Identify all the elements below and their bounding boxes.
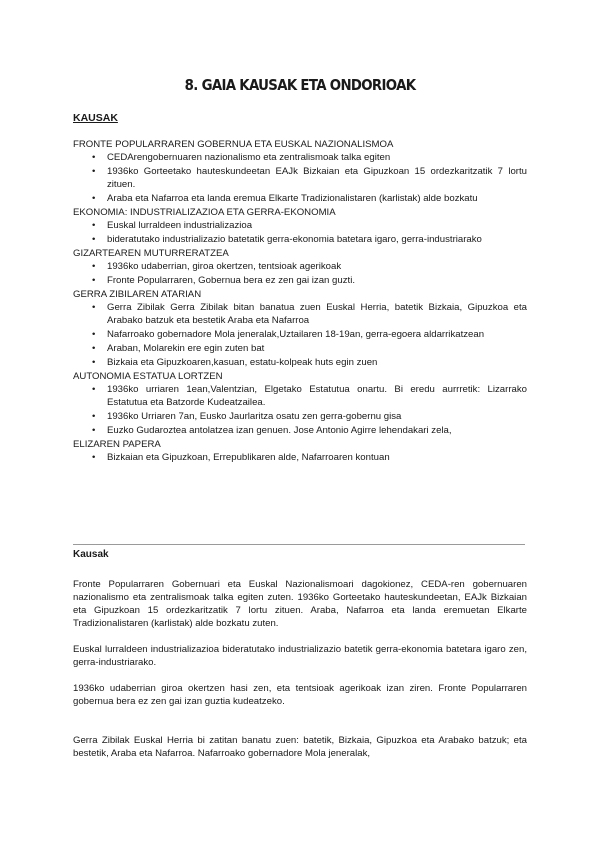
outline-list	[73, 383, 527, 437]
paragraph: Euskal lurraldeen industrializazioa bideratutako industrializazio batetik gerra-ekonomia batetara igaro zen, gerra-industriarako.	[73, 644, 527, 668]
list-item: • Euzko Gudaroztea antolatzea izan genuen. Jose Antonio Agirre lehendakari zela,	[73, 424, 527, 437]
outline-category: ELIZAREN PAPERA	[73, 439, 161, 450]
paragraph: 1936ko udaberrian giroa okertzen hasi zen, eta tentsioak agerikoak izan ziren. Fronte Popularraren gobernua bera ez zen gai izan guztia kudeatzeko.	[73, 683, 527, 707]
paragraph: Gerra Zibilak Euskal Herria bi zatitan banatu zuen: batetik, Bizkaia, Gipuzkoa eta Arabako batzuk; eta bestetik, Araba eta Nafarroa. Nafarroako gobernadore Mola jeneralak,	[73, 735, 527, 759]
horizontal-divider	[73, 544, 525, 545]
list-item: • Araba eta Nafarroa eta landa eremua Elkarte Tradizionalistaren (karlistak) alde bozkatu	[73, 192, 527, 205]
paragraph: Fronte Popularraren Gobernuari eta Euskal Nazionalismoari dagokionez, CEDA-ren gobernuaren nazionalismo eta zentralismoak talka egiten zuten. 1936ko Gorteetako hauteskundeetan, EAJk Bizkaian eta Gipuzkoan 15 ordezkaritzatik 7 lortu zituen. Araba, Nafarroa eta landa eremuetan Elkarte Tradizionalistaren (karlistak) alde bozkatu zuten.	[73, 579, 527, 629]
outline-list	[73, 260, 527, 287]
list-item: • 1936ko udaberrian, giroa okertzen, tentsioak agerikoak	[73, 260, 527, 273]
list-item: • 1936ko Urriaren 7an, Eusko Jaurlaritza osatu zen gerra-gobernu gisa	[73, 410, 527, 423]
list-item: • Fronte Popularraren, Gobernua bera ez zen gai izan guzti.	[73, 274, 527, 287]
list-item: • 1936ko Gorteetako hauteskundeetan EAJk Bizkaian eta Gipuzkoan 15 ordezkaritzatik 7 lortu zituen.	[73, 165, 527, 191]
list-item: • Bizkaian eta Gipuzkoan, Errepublikaren alde, Nafarroaren kontuan	[73, 451, 527, 464]
outline-list	[73, 219, 527, 246]
subsection-heading: Kausak	[73, 549, 109, 560]
list-item: • 1936ko urriaren 1ean,Valentzian, Elgetako Estatutua onartu. Bi eredu aurrretik: Lizarrako Estatutua eta Batzorde Kudeatzailea.	[73, 383, 527, 409]
outline-category: EKONOMIA: INDUSTRIALIZAZIOA ETA GERRA-EKONOMIA	[73, 207, 336, 218]
list-item: • Bizkaia eta Gipuzkoaren,kasuan, estatu-kolpeak huts egin zuen	[73, 356, 527, 369]
list-item: • Euskal lurraldeen industrializazioa	[73, 219, 527, 232]
outline-category: GERRA ZIBILAREN ATARIAN	[73, 289, 202, 300]
outline-list	[73, 301, 527, 369]
list-item: • Gerra Zibilak Gerra Zibilak bitan banatua zuen Euskal Herria, batetik Bizkaia, Gipuzkoa eta Arabako batzuk eta bestetik Araba eta Nafarroa	[73, 301, 527, 327]
outline-category: AUTONOMIA ESTATUA LORTZEN	[73, 371, 223, 382]
list-item: • Nafarroako gobernadore Mola jeneralak,Uztailaren 18-19an, gerra-egoera aldarrikatzean	[73, 328, 527, 341]
list-item: • CEDArengobernuaren nazionalismo eta zentralismoak talka egiten	[73, 151, 527, 164]
causes-outline	[73, 138, 527, 465]
section-heading: KAUSAK	[73, 112, 118, 124]
list-item: • Araban, Molarekin ere egin zuten bat	[73, 342, 527, 355]
prose-body	[73, 578, 527, 773]
outline-list	[73, 151, 527, 205]
page-title: 8. GAIA KAUSAK ETA ONDORIOAK	[184, 76, 416, 94]
list-item: • bideratutako industrializazio batetatik gerra-ekonomia batetara igaro, gerra-industriarako	[73, 233, 527, 246]
outline-category: GIZARTEAREN MUTURRERATZEA	[73, 248, 229, 259]
outline-list	[73, 451, 527, 464]
outline-category: FRONTE POPULARRAREN GOBERNUA ETA EUSKAL NAZIONALISMOA	[73, 139, 394, 150]
